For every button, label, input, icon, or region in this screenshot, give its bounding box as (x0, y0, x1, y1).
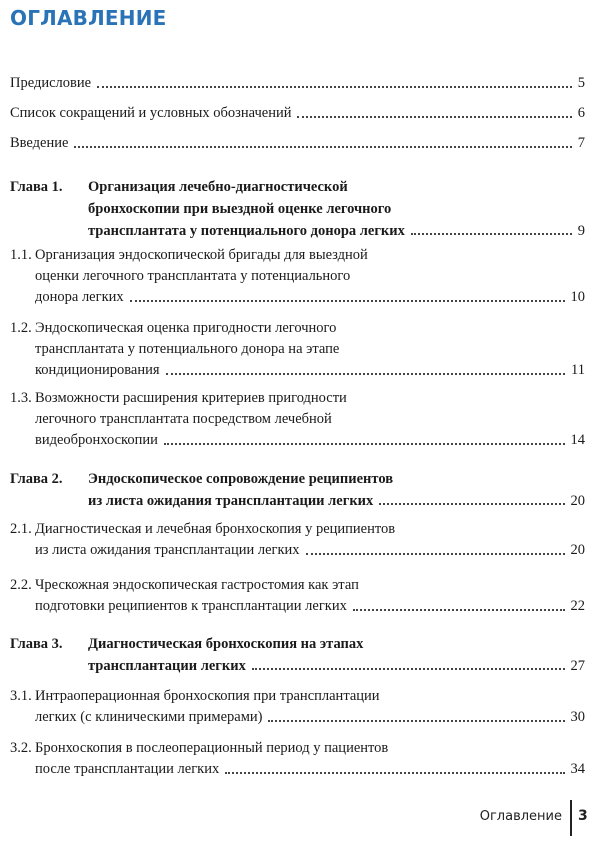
toc-page-number: 34 (570, 761, 585, 777)
dot-leader (166, 373, 566, 375)
toc-entry-title (35, 575, 585, 617)
toc-entry[interactable] (10, 738, 585, 780)
toc-entry-line: оценки легочного трансплантата у потенциального (35, 268, 351, 284)
dot-leader (411, 233, 572, 235)
toc-entry-title (35, 686, 585, 728)
dot-leader (164, 443, 565, 445)
running-footer-label: Оглавление (479, 809, 562, 824)
toc-page-number: 20 (570, 542, 585, 558)
toc-entry-line: подготовки реципиентов к трансплантации легких (35, 598, 347, 614)
toc-entry-line: из листа ожидания трансплантации легких (88, 493, 374, 509)
toc-entry[interactable] (10, 519, 585, 561)
dot-leader (306, 553, 565, 555)
toc-chapter-entry[interactable] (10, 468, 585, 512)
toc-entry[interactable] (10, 103, 585, 124)
toc-entry[interactable] (10, 575, 585, 617)
toc-entry-line: донора легких (35, 289, 124, 305)
toc-page-number: 5 (577, 75, 585, 91)
toc-entry-line: Предисловие (10, 75, 92, 91)
footer-divider (570, 800, 572, 836)
toc-entry-line: Список сокращений и условных обозначений (10, 105, 292, 121)
toc-page-number: 6 (577, 105, 585, 121)
toc-entry-line: Возможности расширения критериев пригодности (35, 390, 347, 406)
toc-entry-line: трансплантата у потенциального донора легких (88, 223, 405, 239)
toc-entry-line: легочного трансплантата посредством лечебной (35, 411, 332, 427)
toc-entry-title (35, 738, 585, 780)
toc-entry-title (35, 245, 585, 308)
dot-leader (379, 503, 564, 505)
toc-entry-line: Эндоскопическая оценка пригодности легочного (35, 320, 337, 336)
toc-entry-line: кондиционирования (35, 362, 160, 378)
toc-entry-number: Глава 2. (10, 471, 63, 487)
toc-entry-line: Организация эндоскопической бригады для выездной (35, 247, 368, 263)
toc-page-number: 9 (577, 223, 585, 239)
toc-entry-number: 1.1. (10, 247, 32, 263)
toc-entry-line: из листа ожидания трансплантации легких (35, 542, 300, 558)
toc-entry-number: Глава 1. (10, 179, 63, 195)
toc-entry-number: 3.2. (10, 740, 32, 756)
toc-entry-number: 2.2. (10, 577, 32, 593)
toc-entry-number: 3.1. (10, 688, 32, 704)
toc-page-number: 22 (570, 598, 585, 614)
toc-entry-title (88, 633, 585, 677)
dot-leader (225, 772, 564, 774)
toc-entry-title (35, 519, 585, 561)
toc-page-number: 20 (570, 493, 585, 509)
dot-leader (297, 116, 571, 118)
toc-entry-line: Чрескожная эндоскопическая гастростомия как этап (35, 577, 359, 593)
dot-leader (268, 720, 564, 722)
toc-entry-line: бронхоскопии при выездной оценке легочного (88, 201, 392, 217)
toc-entry-title (35, 388, 585, 451)
toc-page-number: 14 (570, 432, 585, 448)
toc-entry-line: легких (с клиническими примерами) (35, 709, 263, 725)
dot-leader (353, 609, 565, 611)
toc-entry[interactable] (10, 388, 585, 451)
toc-page-number: 27 (570, 658, 585, 674)
toc-entry[interactable] (10, 686, 585, 728)
dot-leader (130, 300, 565, 302)
toc-entry-line: видеобронхоскопии (35, 432, 158, 448)
toc-chapter-entry[interactable] (10, 633, 585, 677)
dot-leader (97, 86, 572, 88)
page-number: 3 (578, 808, 588, 824)
toc-page-number: 7 (577, 135, 585, 151)
toc-entry-line: трансплантата у потенциального донора на этапе (35, 341, 340, 357)
toc-page-number: 11 (571, 362, 585, 378)
toc-entry-line: Организация лечебно-диагностической (88, 179, 348, 195)
toc-entry-number: Глава 3. (10, 636, 63, 652)
toc-entry[interactable] (10, 245, 585, 308)
toc-entry[interactable] (10, 133, 585, 154)
toc-entry-line: Эндоскопическое сопровождение реципиентов (88, 471, 394, 487)
toc-entry-title (88, 176, 585, 242)
toc-entry-line: Введение (10, 135, 69, 151)
toc-entry-number: 1.2. (10, 320, 32, 336)
toc-entry-line: Бронхоскопия в послеоперационный период у пациентов (35, 740, 389, 756)
toc-entry-title (10, 73, 585, 94)
page-title: ОГЛАВЛЕНИЕ (10, 6, 167, 30)
toc-entry-line: трансплантации легких (88, 658, 246, 674)
toc-chapter-entry[interactable] (10, 176, 585, 242)
toc-entry-title (10, 133, 585, 154)
dot-leader (74, 146, 571, 148)
toc-entry-line: Диагностическая и лечебная бронхоскопия у реципиентов (35, 521, 396, 537)
toc-entry-line: Интраоперационная бронхоскопия при трансплантации (35, 688, 380, 704)
dot-leader (252, 668, 565, 670)
toc-page-number: 10 (570, 289, 585, 305)
toc-entry[interactable] (10, 318, 585, 381)
toc-entry[interactable] (10, 73, 585, 94)
toc-page-number: 30 (570, 709, 585, 725)
toc-entry-title (88, 468, 585, 512)
toc-entry-line: после трансплантации легких (35, 761, 220, 777)
toc-entry-number: 2.1. (10, 521, 32, 537)
toc-entry-title (35, 318, 585, 381)
toc-entry-title (10, 103, 585, 124)
toc-entry-line: Диагностическая бронхоскопия на этапах (88, 636, 364, 652)
toc-entry-number: 1.3. (10, 390, 32, 406)
